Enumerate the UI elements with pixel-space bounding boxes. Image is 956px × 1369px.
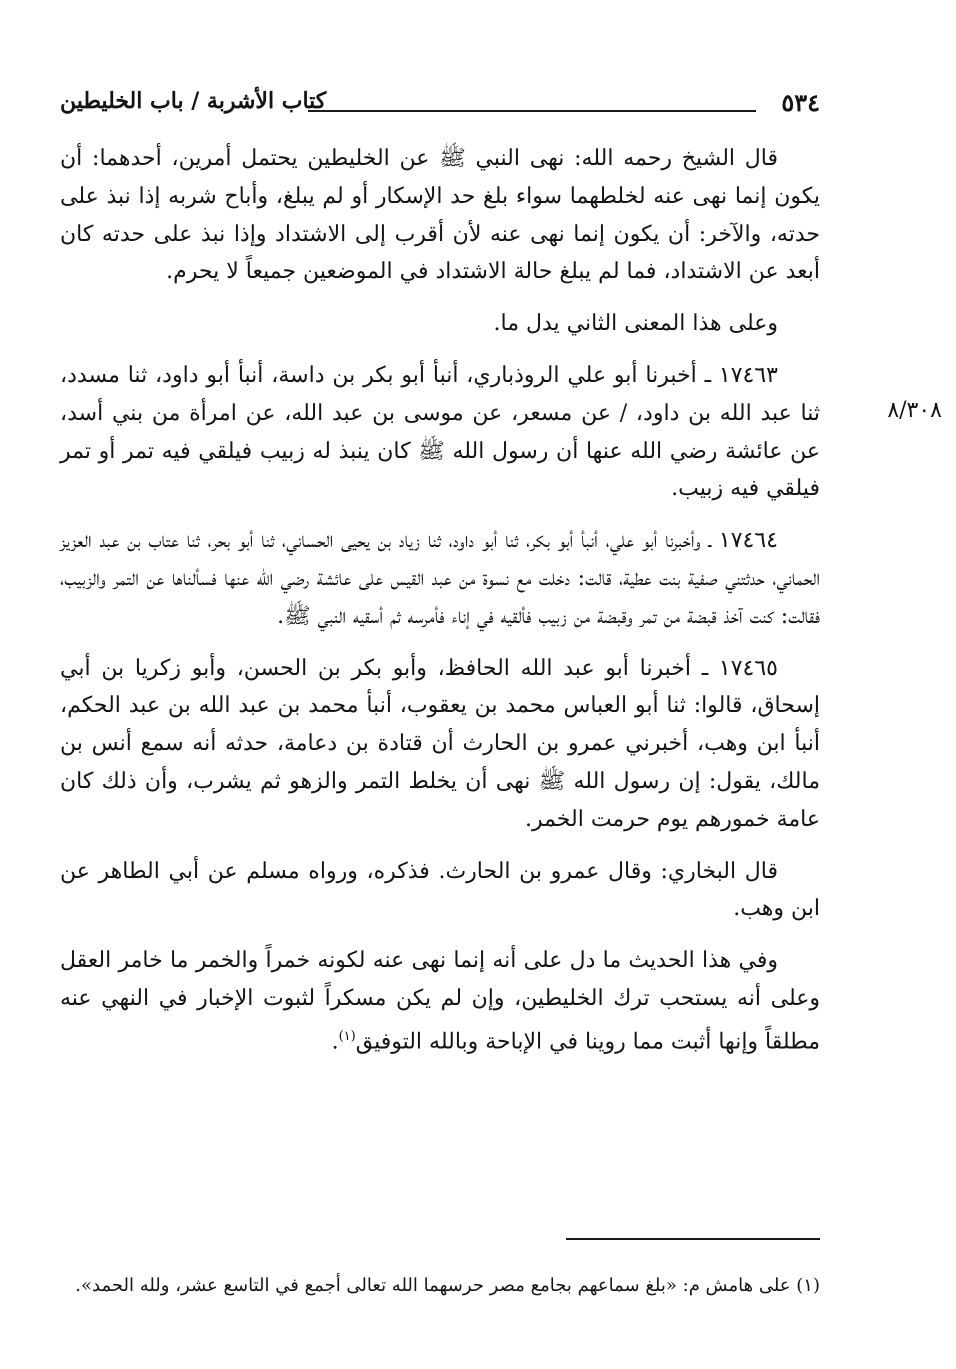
running-title: كتاب الأشربة / باب الخليطين — [60, 88, 327, 114]
paragraph-transition: وعلى هذا المعنى الثاني يدل ما. — [493, 311, 778, 337]
conclusion-period: . — [331, 1029, 339, 1055]
footnote-rule — [566, 1238, 820, 1240]
paragraph-bukhari-note: قال البخاري: وقال عمرو بن الحارث. فذكره، ورواه مسلم عن أبي الطاهر عن ابن وهب. — [60, 858, 820, 922]
main-text — [60, 140, 820, 1069]
page-header — [60, 86, 820, 126]
paragraph-hadith-17465: ١٧٤٦٥ ـ أخبرنا أبو عبد الله الحافظ، وأبو بكر بن الحسن، وأبو زكريا بن أبي إسحاق، قالوا: ثنا أبو العباس محمد بن يعقوب، أنبأ محمد بن عبد الله بن عبد الحكم، أنبأ ابن وهب، أخبرني عمرو بن الحارث أن قتادة بن دعامة، حدثه أنه سمع أنس بن مالك، يقول: إن رسول الله ﷺ نهى أن يخلط التمر والزهو ثم يشرب، وأن ذلك كان عامة خمورهم يوم حرمت الخمر. — [60, 655, 820, 832]
page-number: ٥٣٤ — [781, 88, 820, 117]
footnote: (١) على هامش م: «بلغ سماعهم بجامع مصر حرسهما الله تعالى أجمع في التاسع عشر، ولله الحمد». — [75, 1275, 820, 1296]
paragraph-hadith-17463: ١٧٤٦٣ ـ أخبرنا أبو علي الروذباري، أنبأ أبو بكر بن داسة، أنبأ أبو داود، ثنا مسدد، ثنا عبد الله بن داود، / عن مسعر، عن موسى بن عبد الله، عن امرأة من بني أسد، عن عائشة رضي الله عنها أن رسول الله ﷺ كان ينبذ له زبيب فيلقي فيه تمر أو تمر فيلقي فيه زبيب. — [60, 362, 820, 502]
conclusion-text: وفي هذا الحديث ما دل على أنه إنما نهى عنه لكونه خمراً والخمر ما خامر العقل وعلى أنه يستحب ترك الخليطين، وإن لم يكن مسكراً لثبوت الإخبار في النهي عنه مطلقاً وإنها أثبت مما روينا في الإباحة وبالله التوفيق — [60, 948, 820, 1055]
paragraph-commentary: قال الشيخ رحمه الله: نهى النبي ﷺ عن الخليطين يحتمل أمرين، أحدهما: أن يكون إنما نهى عنه لخلطهما سواء بلغ حد الإسكار أو لم يبلغ، وأباح شربه إذا نبذ على حدته، والآخر: أن يكون إنما نهى عنه لأن أقرب إلى الاشتداد وإذا نبذ على حدته كان أبعد عن الاشتداد، فما لم يبلغ حالة الاشتداد في الموضعين جميعاً لا يحرم. — [60, 146, 820, 285]
footnote-marker: (١) — [338, 1028, 356, 1044]
margin-volume-page-reference: ٨/٣٠٨ — [887, 398, 942, 423]
paragraph-hadith-17464: ١٧٤٦٤ ـ وأخبرنا أبو علي، أنبأ أبو بكر، ثنا أبو داود، ثنا زياد بن يحيى الحساني، ثنا أبو بحر، ثنا عتاب بن عبد العزيز الحماني، حدثتني صفية بنت عطية، قالت: دخلت مع نسوة من عبد القيس على عائشة رضي الله عنها فسألناها عن التمر والزبيب، فقالت: كنت آخذ قبضة من تمر وقبضة من زبيب فألقيه في إناء فأمرسه ثم أسقيه النبي ﷺ. — [60, 528, 820, 629]
header-rule — [308, 110, 756, 112]
paragraph-conclusion — [60, 942, 820, 1061]
